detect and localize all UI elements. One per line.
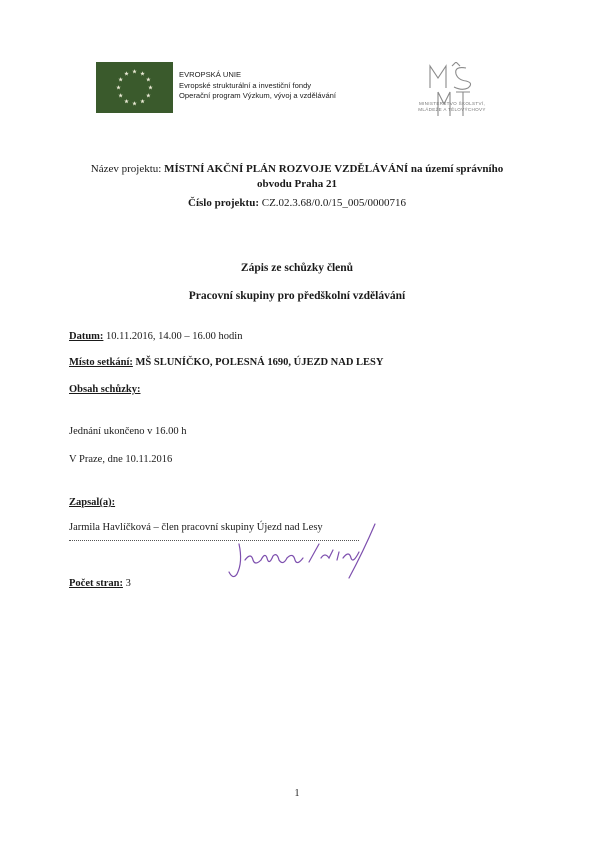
content-label: Obsah schůzky: (69, 384, 141, 395)
eu-star-icon (140, 99, 145, 103)
place-value: MŠ SLUNÍČKO, POLESNÁ 1690, ÚJEZD NAD LESY (135, 357, 384, 368)
signature-image (225, 522, 385, 582)
pages-line (69, 578, 131, 589)
recorded-label: Zapsal(a): (69, 497, 116, 508)
project-number-value: CZ.02.3.68/0.0/15_005/0000716 (261, 197, 406, 209)
eu-star-icon (146, 77, 151, 81)
document-subtitle: Pracovní skupiny pro předškolní vzdělávání (188, 290, 406, 302)
eu-star-icon (118, 77, 123, 81)
place-date-line: V Praze, dne 10.11.2016 (69, 454, 173, 465)
project-name-value: MÍSTNÍ AKČNÍ PLÁN ROZVOJE VZDĚLÁVÁNÍ (164, 163, 409, 175)
pages-value: 3 (125, 578, 131, 589)
project-name-line (0, 163, 594, 175)
project-name-rest: na území správního (410, 163, 504, 175)
recorded-value: Jarmila Havlíčková – člen pracovní skupiny Újezd nad Lesy (69, 522, 323, 533)
eu-star-icon (124, 99, 129, 103)
eu-star-icon (148, 85, 153, 89)
ended-line: Jednání ukončeno v 16.00 h (69, 426, 187, 437)
eu-line-3: Operační program Výzkum, vývoj a vzdělávání (179, 91, 337, 100)
msmt-logo-icon (408, 62, 498, 122)
eu-star-icon (116, 85, 121, 89)
place-line (69, 357, 383, 368)
project-number-line (0, 197, 594, 209)
date-value: 10.11.2016, 14.00 – 16.00 hodin (106, 331, 243, 342)
eu-star-icon (118, 93, 123, 97)
project-name-line2: obvodu Praha 21 (256, 178, 338, 190)
msmt-line-2: MLÁDEŽE A TĚLOVÝCHOVY (418, 107, 486, 112)
project-name-label: Název projektu: (90, 163, 162, 175)
eu-line-1: EVROPSKÁ UNIE (179, 70, 242, 79)
eu-stars (96, 62, 173, 113)
eu-star-icon (124, 71, 129, 75)
eu-line-2: Evropské strukturální a investiční fondy (179, 80, 312, 90)
msmt-line-1: MINISTERSTVO ŠKOLSTVÍ, (418, 101, 486, 106)
eu-star-icon (132, 69, 137, 73)
eu-text-block (179, 70, 336, 102)
content-label-line (69, 384, 140, 395)
eu-star-icon (140, 71, 145, 75)
eu-flag-icon (96, 62, 173, 113)
date-line (69, 331, 242, 342)
date-label: Datum: (69, 331, 104, 342)
recorded-label-line (69, 497, 115, 508)
document-title: Zápis ze schůzky členů (240, 262, 354, 274)
project-number-label: Číslo projektu: (188, 197, 259, 209)
page-number: 1 (294, 788, 300, 799)
pages-label: Počet stran: (69, 578, 123, 589)
place-label: Místo setkání: (69, 357, 133, 368)
eu-star-icon (132, 101, 137, 105)
eu-star-icon (146, 93, 151, 97)
